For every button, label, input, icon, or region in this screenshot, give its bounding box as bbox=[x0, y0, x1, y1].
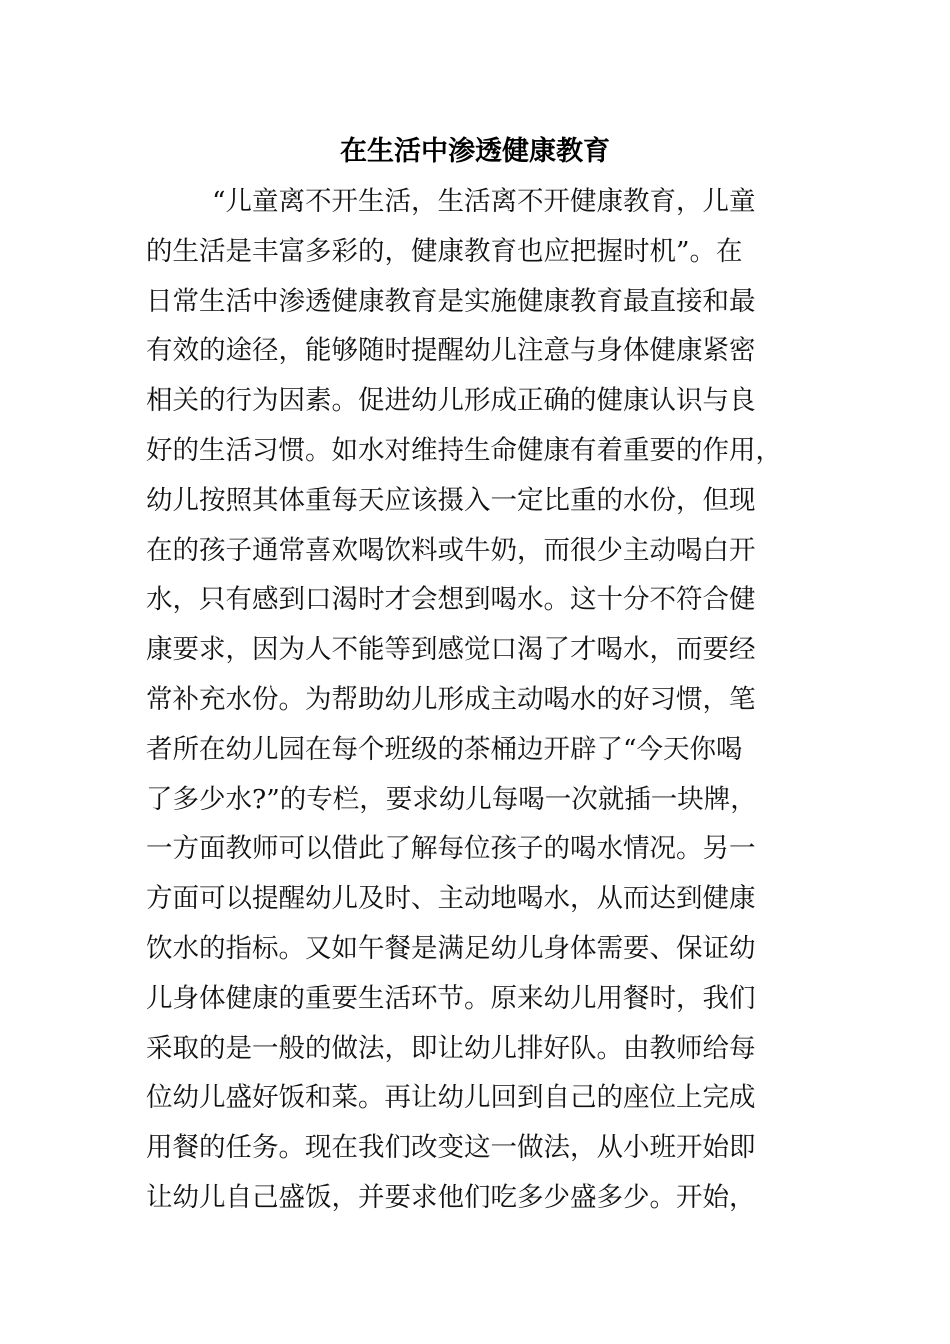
text-line: 好的生活习惯。如水对维持生命健康有着重要的作用， bbox=[146, 434, 782, 466]
text-line: 日常生活中渗透健康教育是实施健康教育最直接和最 bbox=[146, 285, 756, 317]
text-line: 者所在幼儿园在每个班级的茶桶边开辟了“今天你喝 bbox=[146, 733, 743, 765]
text-line: 相关的行为因素。促进幼儿形成正确的健康认识与良 bbox=[146, 385, 756, 417]
text-line: 在的孩子通常喜欢喝饮料或牛奶，而很少主动喝白开 bbox=[146, 534, 756, 566]
text-line: 有效的途径，能够随时提醒幼儿注意与身体健康紧密 bbox=[146, 335, 756, 367]
text-line: 康要求，因为人不能等到感觉口渴了才喝水，而要经 bbox=[146, 634, 756, 666]
text-line: 幼儿按照其体重每天应该摄入一定比重的水份，但现 bbox=[146, 484, 756, 516]
text-line: 常补充水份。为帮助幼儿形成主动喝水的好习惯，笔 bbox=[146, 683, 756, 715]
document-title: 在生活中渗透健康教育 bbox=[340, 136, 610, 167]
text-line: 采取的是一般的做法，即让幼儿排好队。由教师给每 bbox=[146, 1032, 756, 1064]
text-line: 位幼儿盛好饭和菜。再让幼儿回到自己的座位上完成 bbox=[146, 1082, 756, 1114]
text-line: 的生活是丰富多彩的，健康教育也应把握时机”。在 bbox=[146, 235, 743, 267]
text-line: “儿童离不开生活，生活离不开健康教育，儿童 bbox=[212, 186, 756, 217]
text-line: 一方面教师可以借此了解每位孩子的喝水情况。另一 bbox=[146, 833, 756, 865]
text-line: 儿身体健康的重要生活环节。原来幼儿用餐时，我们 bbox=[146, 982, 756, 1014]
text-line: 了多少水?”的专栏，要求幼儿每喝一次就插一块牌， bbox=[146, 783, 757, 815]
text-line: 方面可以提醒幼儿及时、主动地喝水，从而达到健康 bbox=[146, 883, 756, 915]
document-body bbox=[146, 177, 846, 1223]
text-line: 水，只有感到口渴时才会想到喝水。这十分不符合健 bbox=[146, 584, 756, 616]
text-line: 饮水的指标。又如午餐是满足幼儿身体需要、保证幼 bbox=[146, 932, 756, 964]
text-line: 用餐的任务。现在我们改变这一做法，从小班开始即 bbox=[146, 1132, 756, 1164]
text-line: 让幼儿自己盛饭，并要求他们吃多少盛多少。开始， bbox=[146, 1181, 756, 1213]
